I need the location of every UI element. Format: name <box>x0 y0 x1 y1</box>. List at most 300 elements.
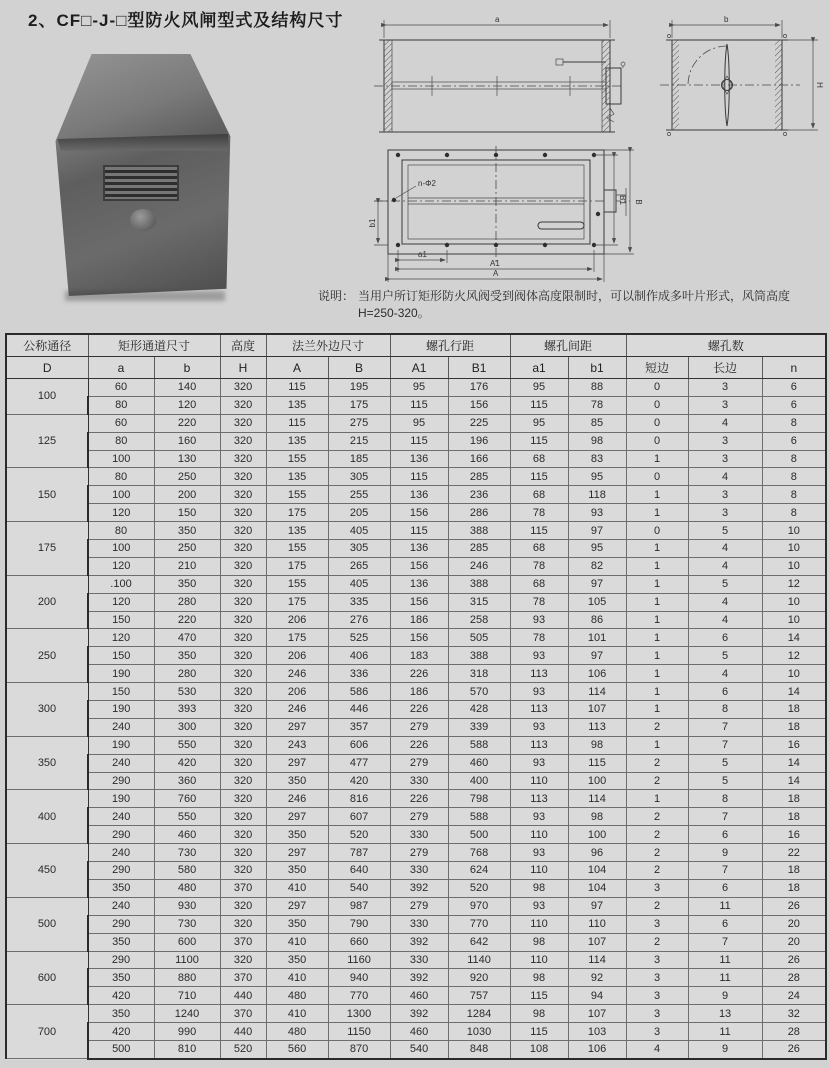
plan-dim-A-label: A <box>493 269 499 278</box>
table-cell: 1 <box>626 593 688 611</box>
table-cell: 770 <box>448 915 510 933</box>
table-cell: 240 <box>88 897 154 915</box>
table-cell: 100 <box>88 486 154 504</box>
table-cell: 350 <box>266 772 328 790</box>
table-cell: 95 <box>390 414 448 432</box>
table-cell: 18 <box>762 701 826 719</box>
table-cell: 392 <box>390 1005 448 1023</box>
table-cell: 105 <box>568 593 626 611</box>
table-cell: 155 <box>266 575 328 593</box>
table-row <box>6 504 826 522</box>
table-cell: 136 <box>390 540 448 558</box>
table-cell: 115 <box>266 414 328 432</box>
table-cell: 505 <box>448 629 510 647</box>
nominal-diameter-cell: 300 <box>6 683 88 737</box>
table-cell: 115 <box>568 754 626 772</box>
table-cell: 286 <box>448 504 510 522</box>
table-cell: 8 <box>762 414 826 432</box>
plan-dim-B1-label: B1 <box>618 195 627 205</box>
col-B: B <box>328 357 390 379</box>
table-row <box>6 647 826 665</box>
table-cell: 470 <box>154 629 220 647</box>
table-cell: 10 <box>762 593 826 611</box>
table-cell: 4 <box>688 665 762 683</box>
table-cell: 320 <box>220 629 266 647</box>
table-cell: 18 <box>762 718 826 736</box>
table-row <box>6 575 826 593</box>
table-cell: 1 <box>626 665 688 683</box>
table-cell: 120 <box>88 593 154 611</box>
table-cell: 2 <box>626 772 688 790</box>
table-cell: 110 <box>510 772 568 790</box>
side-dim-right-label: H <box>815 82 824 88</box>
table-cell: 2 <box>626 933 688 951</box>
table-cell: 1 <box>626 504 688 522</box>
table-cell: 226 <box>390 790 448 808</box>
table-cell: 96 <box>568 844 626 862</box>
table-cell: 318 <box>448 665 510 683</box>
table-cell: 1 <box>626 575 688 593</box>
table-cell: 98 <box>510 933 568 951</box>
table-cell: 880 <box>154 969 220 987</box>
table-cell: 80 <box>88 468 154 486</box>
table-cell: 103 <box>568 1023 626 1041</box>
table-cell: 93 <box>510 683 568 701</box>
table-cell: 3 <box>626 1005 688 1023</box>
table-row <box>6 933 826 951</box>
table-cell: 150 <box>88 683 154 701</box>
table-cell: 26 <box>762 951 826 969</box>
table-cell: 360 <box>154 772 220 790</box>
table-cell: 118 <box>568 486 626 504</box>
table-cell: 8 <box>688 790 762 808</box>
table-cell: 320 <box>220 647 266 665</box>
table-cell: 16 <box>762 736 826 754</box>
table-cell: 990 <box>154 1023 220 1041</box>
col-A1: A1 <box>390 357 448 379</box>
table-cell: 320 <box>220 504 266 522</box>
note <box>318 288 826 322</box>
table-cell: 305 <box>328 540 390 558</box>
table-cell: 175 <box>266 593 328 611</box>
table-cell: 388 <box>448 575 510 593</box>
table-cell: 100 <box>568 826 626 844</box>
table-cell: 156 <box>390 593 448 611</box>
header-group-row <box>6 334 826 357</box>
table-cell: 9 <box>688 844 762 862</box>
table-cell: 6 <box>688 915 762 933</box>
table-cell: 20 <box>762 933 826 951</box>
table-cell: 550 <box>154 808 220 826</box>
table-cell: 10 <box>762 665 826 683</box>
table-cell: 60 <box>88 379 154 397</box>
table-cell: 100 <box>88 450 154 468</box>
table-cell: 166 <box>448 450 510 468</box>
table-cell: 106 <box>568 1040 626 1058</box>
page-title: 2、CF□-J-□型防火风闸型式及结构尺寸 <box>28 11 344 30</box>
table-cell: 95 <box>390 379 448 397</box>
table-cell: 600 <box>154 933 220 951</box>
table-cell: 410 <box>266 969 328 987</box>
table-cell: 8 <box>762 486 826 504</box>
table-row <box>6 522 826 540</box>
table-cell: 155 <box>266 486 328 504</box>
table-cell: 392 <box>390 969 448 987</box>
table-cell: 0 <box>626 379 688 397</box>
table-cell: 98 <box>568 808 626 826</box>
table-row <box>6 414 826 432</box>
col-a1: a1 <box>510 357 568 379</box>
table-cell: 1 <box>626 540 688 558</box>
table-cell: 28 <box>762 969 826 987</box>
table-cell: 226 <box>390 701 448 719</box>
table-cell: 80 <box>88 522 154 540</box>
table-cell: 2 <box>626 844 688 862</box>
table-cell: 7 <box>688 718 762 736</box>
table-cell: 279 <box>390 897 448 915</box>
table-cell: 120 <box>88 504 154 522</box>
table-cell: 20 <box>762 915 826 933</box>
table-cell: 78 <box>510 504 568 522</box>
table-cell: 200 <box>154 486 220 504</box>
table-cell: 186 <box>390 683 448 701</box>
table-cell: 290 <box>88 826 154 844</box>
table-cell: 150 <box>88 611 154 629</box>
col-group-nominal-diameter: 公称通径 <box>6 334 88 357</box>
table-cell: 28 <box>762 1023 826 1041</box>
table-cell: 370 <box>220 879 266 897</box>
front-view-drawing <box>372 12 628 144</box>
table-cell: 68 <box>510 450 568 468</box>
table-cell: 7 <box>688 736 762 754</box>
table-cell: 12 <box>762 575 826 593</box>
table-row <box>6 701 826 719</box>
table-cell: 320 <box>220 754 266 772</box>
table-cell: 730 <box>154 915 220 933</box>
table-cell: 350 <box>88 969 154 987</box>
table-cell: 6 <box>762 379 826 397</box>
table-cell: 710 <box>154 987 220 1005</box>
col-a: a <box>88 357 154 379</box>
table-cell: 135 <box>266 468 328 486</box>
table-cell: 97 <box>568 897 626 915</box>
table-cell: 290 <box>88 862 154 880</box>
table-cell: .100 <box>88 575 154 593</box>
note-label: 说明： <box>318 289 355 303</box>
table-cell: 440 <box>220 987 266 1005</box>
table-row <box>6 486 826 504</box>
table-cell: 68 <box>510 540 568 558</box>
table-cell: 115 <box>510 468 568 486</box>
table-cell: 305 <box>328 468 390 486</box>
table-cell: 640 <box>328 862 390 880</box>
damper-handle <box>130 209 157 231</box>
table-cell: 297 <box>266 808 328 826</box>
table-cell: 93 <box>510 897 568 915</box>
table-cell: 388 <box>448 522 510 540</box>
table-cell: 2 <box>626 808 688 826</box>
col-A: A <box>266 357 328 379</box>
table-cell: 987 <box>328 897 390 915</box>
table-cell: 3 <box>626 969 688 987</box>
table-cell: 500 <box>448 826 510 844</box>
table-row <box>6 1023 826 1041</box>
table-cell: 320 <box>220 772 266 790</box>
table-cell: 206 <box>266 611 328 629</box>
col-group-hole-row-spacing: 螺孔行距 <box>390 334 510 357</box>
col-n: n <box>762 357 826 379</box>
table-cell: 11 <box>688 951 762 969</box>
table-cell: 1 <box>626 486 688 504</box>
table-row <box>6 683 826 701</box>
table-cell: 86 <box>568 611 626 629</box>
table-cell: 410 <box>266 933 328 951</box>
table-cell: 350 <box>154 522 220 540</box>
table-cell: 787 <box>328 844 390 862</box>
table-cell: 588 <box>448 808 510 826</box>
table-cell: 3 <box>688 432 762 450</box>
table-cell: 8 <box>688 701 762 719</box>
table-cell: 136 <box>390 450 448 468</box>
table-cell: 246 <box>266 701 328 719</box>
col-group-flange-size: 法兰外边尺寸 <box>266 334 390 357</box>
table-row <box>6 629 826 647</box>
table-cell: 540 <box>390 1040 448 1058</box>
table-row <box>6 808 826 826</box>
table-cell: 1 <box>626 736 688 754</box>
table-cell: 14 <box>762 772 826 790</box>
hole-callout-label: n-Φ2 <box>418 179 436 188</box>
table-cell: 440 <box>220 1023 266 1041</box>
table-cell: 460 <box>390 1023 448 1041</box>
table-cell: 3 <box>688 486 762 504</box>
table-cell: 4 <box>688 611 762 629</box>
table-cell: 525 <box>328 629 390 647</box>
table-cell: 9 <box>688 987 762 1005</box>
table-cell: 6 <box>688 826 762 844</box>
table-cell: 196 <box>448 432 510 450</box>
nominal-diameter-cell: 700 <box>6 1005 88 1059</box>
table-cell: 290 <box>88 951 154 969</box>
table-cell: 428 <box>448 701 510 719</box>
table-cell: 320 <box>220 379 266 397</box>
table-cell: 78 <box>568 396 626 414</box>
table-row <box>6 772 826 790</box>
table-cell: 26 <box>762 897 826 915</box>
table-cell: 107 <box>568 933 626 951</box>
table-cell: 18 <box>762 808 826 826</box>
table-cell: 320 <box>220 468 266 486</box>
table-cell: 220 <box>154 414 220 432</box>
col-B1: B1 <box>448 357 510 379</box>
table-cell: 339 <box>448 718 510 736</box>
table-cell: 246 <box>448 557 510 575</box>
table-cell: 95 <box>510 414 568 432</box>
table-cell: 175 <box>328 396 390 414</box>
table-cell: 588 <box>448 736 510 754</box>
table-cell: 279 <box>390 754 448 772</box>
table-cell: 95 <box>568 540 626 558</box>
table-cell: 320 <box>220 540 266 558</box>
table-cell: 420 <box>154 754 220 772</box>
table-cell: 357 <box>328 718 390 736</box>
table-row <box>6 611 826 629</box>
table-cell: 78 <box>510 593 568 611</box>
table-cell: 624 <box>448 862 510 880</box>
table-cell: 320 <box>220 862 266 880</box>
table-cell: 9 <box>688 1040 762 1058</box>
table-cell: 320 <box>220 593 266 611</box>
table-cell: 156 <box>390 629 448 647</box>
nominal-diameter-cell: 400 <box>6 790 88 844</box>
table-cell: 285 <box>448 540 510 558</box>
damper-grille <box>103 165 179 200</box>
table-cell: 120 <box>88 557 154 575</box>
table-cell: 6 <box>688 629 762 647</box>
table-cell: 520 <box>220 1040 266 1058</box>
table-cell: 1 <box>626 557 688 575</box>
table-cell: 320 <box>220 718 266 736</box>
table-cell: 1150 <box>328 1023 390 1041</box>
table-cell: 246 <box>266 790 328 808</box>
table-cell: 11 <box>688 1023 762 1041</box>
table-cell: 92 <box>568 969 626 987</box>
table-cell: 60 <box>88 414 154 432</box>
table-cell: 276 <box>328 611 390 629</box>
table-row <box>6 915 826 933</box>
table-cell: 135 <box>266 432 328 450</box>
table-cell: 870 <box>328 1040 390 1058</box>
table-cell: 275 <box>328 414 390 432</box>
table-cell: 104 <box>568 862 626 880</box>
table-cell: 100 <box>88 540 154 558</box>
table-cell: 477 <box>328 754 390 772</box>
table-row <box>6 736 826 754</box>
table-cell: 80 <box>88 432 154 450</box>
table-cell: 1240 <box>154 1005 220 1023</box>
table-cell: 11 <box>688 969 762 987</box>
table-cell: 94 <box>568 987 626 1005</box>
table-cell: 320 <box>220 611 266 629</box>
table-cell: 3 <box>688 450 762 468</box>
table-cell: 98 <box>568 736 626 754</box>
table-cell: 3 <box>626 1023 688 1041</box>
table-row <box>6 969 826 987</box>
table-cell: 255 <box>328 486 390 504</box>
table-cell: 297 <box>266 718 328 736</box>
table-cell: 130 <box>154 450 220 468</box>
table-cell: 26 <box>762 1040 826 1058</box>
table-cell: 24 <box>762 987 826 1005</box>
table-cell: 406 <box>328 647 390 665</box>
table-cell: 32 <box>762 1005 826 1023</box>
table-cell: 1284 <box>448 1005 510 1023</box>
table-cell: 0 <box>626 396 688 414</box>
table-cell: 68 <box>510 575 568 593</box>
table-cell: 5 <box>688 647 762 665</box>
table-cell: 290 <box>88 915 154 933</box>
table-cell: 606 <box>328 736 390 754</box>
table-cell: 4 <box>688 540 762 558</box>
table-cell: 320 <box>220 897 266 915</box>
table-cell: 446 <box>328 701 390 719</box>
table-cell: 206 <box>266 683 328 701</box>
table-cell: 82 <box>568 557 626 575</box>
table-cell: 93 <box>510 718 568 736</box>
table-cell: 297 <box>266 754 328 772</box>
table-cell: 190 <box>88 701 154 719</box>
table-header <box>6 334 826 379</box>
table-row <box>6 718 826 736</box>
table-cell: 98 <box>510 879 568 897</box>
table-cell: 320 <box>220 951 266 969</box>
table-cell: 370 <box>220 933 266 951</box>
table-row <box>6 844 826 862</box>
table-row <box>6 468 826 486</box>
table-cell: 215 <box>328 432 390 450</box>
table-cell: 240 <box>88 718 154 736</box>
table-cell: 136 <box>390 575 448 593</box>
table-cell: 107 <box>568 701 626 719</box>
table-cell: 320 <box>220 450 266 468</box>
table-cell: 810 <box>154 1040 220 1058</box>
nominal-diameter-cell: 150 <box>6 468 88 522</box>
table-cell: 6 <box>688 683 762 701</box>
table-cell: 580 <box>154 862 220 880</box>
table-cell: 350 <box>266 862 328 880</box>
table-cell: 320 <box>220 522 266 540</box>
table-cell: 113 <box>510 665 568 683</box>
table-cell: 150 <box>154 504 220 522</box>
table-cell: 240 <box>88 754 154 772</box>
table-row <box>6 754 826 772</box>
table-cell: 110 <box>568 915 626 933</box>
table-cell: 190 <box>88 665 154 683</box>
table-cell: 279 <box>390 718 448 736</box>
table-cell: 4 <box>688 468 762 486</box>
nominal-diameter-cell: 250 <box>6 629 88 683</box>
dimension-table <box>5 333 827 1060</box>
table-cell: 226 <box>390 665 448 683</box>
table-cell: 297 <box>266 897 328 915</box>
table-cell: 240 <box>88 808 154 826</box>
table-cell: 93 <box>510 647 568 665</box>
table-cell: 220 <box>154 611 220 629</box>
table-cell: 410 <box>266 879 328 897</box>
nominal-diameter-cell: 600 <box>6 951 88 1005</box>
table-row <box>6 951 826 969</box>
table-cell: 136 <box>390 486 448 504</box>
note-text: 当用户所订矩形防火风阀受到阀体高度限制时，可以制作成多叶片形式，风筒高度H=250-320。 <box>358 289 791 320</box>
table-cell: 3 <box>626 915 688 933</box>
table-row <box>6 826 826 844</box>
table-cell: 156 <box>390 504 448 522</box>
table-cell: 110 <box>510 862 568 880</box>
table-cell: 114 <box>568 790 626 808</box>
table-cell: 285 <box>448 468 510 486</box>
table-cell: 315 <box>448 593 510 611</box>
table-cell: 330 <box>390 772 448 790</box>
table-cell: 1 <box>626 450 688 468</box>
table-row <box>6 790 826 808</box>
table-cell: 240 <box>88 844 154 862</box>
table-cell: 236 <box>448 486 510 504</box>
table-cell: 135 <box>266 396 328 414</box>
table-cell: 0 <box>626 522 688 540</box>
table-cell: 78 <box>510 557 568 575</box>
table-cell: 115 <box>510 396 568 414</box>
table-cell: 3 <box>626 987 688 1005</box>
